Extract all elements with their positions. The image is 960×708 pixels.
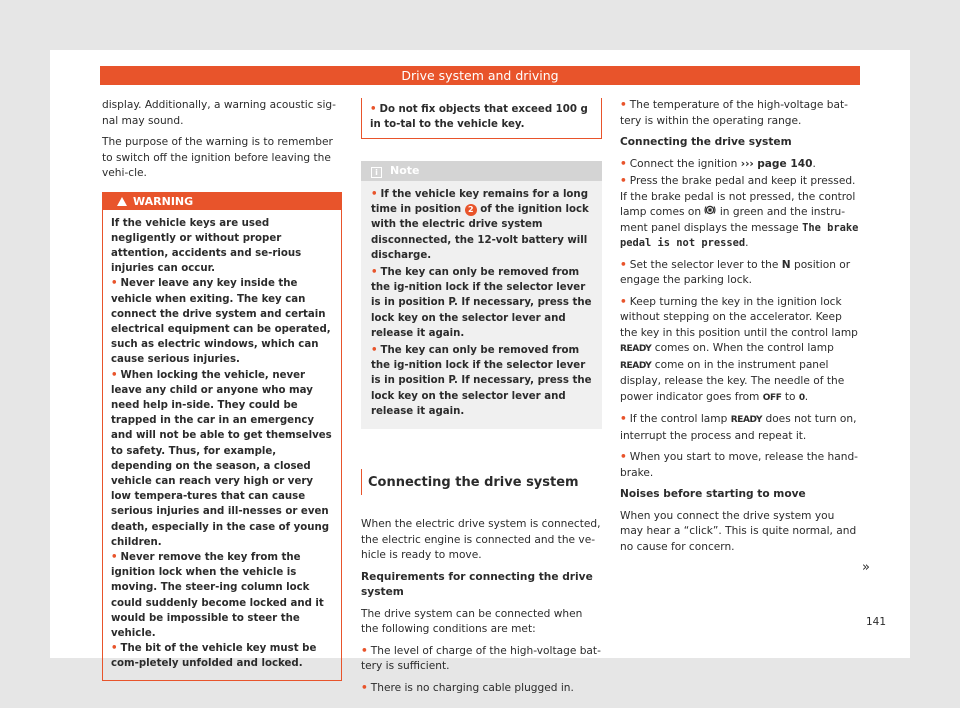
paragraph: The drive system can be connected when the following conditions are met: (361, 607, 583, 636)
bullet-icon: • (111, 278, 118, 290)
ready-lamp-icon: READY (620, 344, 652, 354)
bullet-icon: • (361, 644, 368, 657)
paragraph: When the electric drive system is connected, the electric engine is connected and the ve-hicle is ready to move. (361, 518, 601, 562)
bullet-icon: • (620, 175, 627, 187)
list-item: • There is no charging cable plugged in. (361, 681, 574, 694)
page-header: Drive system and driving (100, 66, 860, 85)
bullet-icon: • (620, 157, 627, 170)
list-item: • Connect the ignition ››› page 140. (620, 157, 816, 170)
manual-page (50, 50, 910, 694)
subheading: Connecting the drive system (620, 136, 792, 148)
note-item: • The key can only be removed from the ig-nition lock if the selector lever is in position P. If necessary, press the lock key on the selector lever and release it again. (371, 345, 592, 417)
position-number-badge: 2 (465, 204, 477, 216)
bullet-icon: • (620, 413, 627, 425)
cross-reference-arrow: ››› (740, 157, 754, 170)
bullet-icon: • (620, 258, 627, 271)
note-box (361, 161, 602, 429)
info-icon: i (371, 167, 382, 178)
bullet-icon: • (371, 345, 378, 357)
column-1 (102, 98, 342, 681)
subheading: Noises before starting to move (620, 488, 806, 500)
column-2 (361, 98, 602, 702)
bullet-icon: • (620, 451, 627, 463)
bullet-icon: • (361, 681, 368, 694)
warning-title: WARNING (133, 194, 194, 208)
warning-item: • Never leave any key inside the vehicle when exiting. The key can connect the drive system and certain electrical equipment can be operated, such as electric windows, which can cause serious injuries. (111, 278, 331, 366)
page-number: 141 (866, 616, 887, 628)
bullet-icon: • (111, 369, 118, 381)
zero-indicator-icon: 0 (798, 392, 805, 403)
list-item: • Set the selector lever to the N position or engage the parking lock. (620, 258, 851, 286)
message-text: The brake pedal is not pressed (620, 221, 859, 249)
bullet-icon: • (111, 643, 118, 655)
warning-triangle-icon (117, 197, 127, 206)
bullet-icon: • (620, 99, 627, 111)
note-header (361, 161, 602, 181)
bullet-icon: • (370, 104, 377, 115)
subheading: Requirements for connecting the drive system (361, 570, 593, 599)
warning-box (102, 192, 342, 681)
list-item: • Press the brake pedal and keep it pressed. If the brake pedal is not pressed, the control lamp comes on in green and the instru-ment panel displays the message The brake pedal is not pressed. (620, 175, 859, 249)
bullet-icon: • (371, 189, 378, 200)
warning-item: • Never remove the key from the ignition lock when the vehicle is moving. The steer-ing column lock could suddenly become locked and it would be impossible to steer the vehicle. (111, 551, 324, 639)
bullet-icon: • (620, 295, 627, 308)
note-body (361, 181, 602, 429)
section-title: Connecting the drive system (361, 469, 602, 495)
ready-lamp-icon: READY (730, 415, 763, 425)
warning-header (103, 193, 341, 210)
note-title: Note (390, 164, 420, 177)
off-lamp-icon: OFF (762, 392, 782, 403)
note-item: • The key can only be removed from the ig-nition lock if the selector lever is in position P. If necessary, press the lock key on the selector lever and release it again. (371, 267, 592, 339)
warning-continuation: • Do not fix objects that exceed 100 g in to-tal to the vehicle key. (361, 98, 602, 139)
warning-item: • The bit of the vehicle key must be com-pletely unfolded and locked. (111, 643, 317, 670)
list-item: • If the control lamp READY does not turn on, interrupt the process and repeat it. (620, 413, 857, 442)
ready-lamp-icon: READY (620, 360, 652, 371)
paragraph: The purpose of the warning is to remember to switch off the ignition before leaving the vehi-cle. (102, 136, 333, 179)
list-item: • When you start to move, release the hand-brake. (620, 451, 858, 479)
warning-body (103, 210, 341, 680)
note-item: • If the vehicle key remains for a long time in position 2 of the ignition lock with the electric drive system disconnected, the 12-volt battery will discharge. (371, 189, 589, 261)
list-item: • The level of charge of the high-voltage bat-tery is sufficient. (361, 644, 601, 673)
paragraph: When you connect the drive system you may hear a “click”. This is quite normal, and no cause for concern. (620, 509, 857, 553)
warning-item: • When locking the vehicle, never leave any child or anyone who may need help in-side. They could be trapped in the car in an emergency and will not be able to get themselves to safety. Thus, for example, depending on the season, a closed vehicle can reach very high or very low tempera-tures that can cause serious injuries and ill-nesses or even death, especially in the case of young children. (111, 369, 332, 548)
selector-n-label: N (781, 258, 791, 271)
column-3 (620, 98, 860, 561)
warning-intro: If the vehicle keys are used negligently or without proper attention, accidents and se-rious injuries can occur. (111, 217, 302, 275)
continued-marker-icon: » (862, 560, 870, 575)
bullet-icon: • (371, 267, 378, 279)
bullet-icon: • (111, 551, 118, 563)
paragraph: display. Additionally, a warning acoustic sig-nal may sound. (102, 99, 336, 127)
page-reference-link[interactable]: page 140 (757, 157, 813, 170)
list-item: • Keep turning the key in the ignition lock without stepping on the accelerator. Keep the key in this position until the control lamp READY comes on. When the control lamp READY come on in the instrument panel display, release the key. The needle of the power indicator goes from OFF to 0. (620, 295, 858, 403)
list-item: • The temperature of the high-voltage bat-tery is within the operating range. (620, 99, 848, 127)
brake-lamp-icon (704, 206, 716, 218)
